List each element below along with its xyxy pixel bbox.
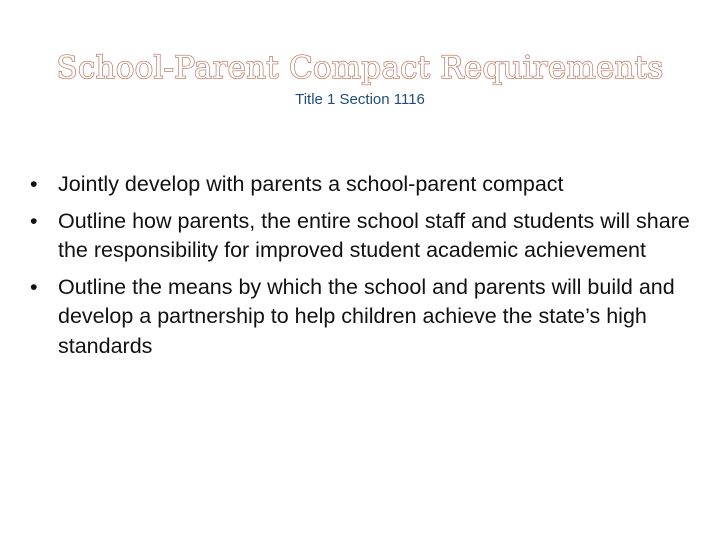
bullet-icon: •	[30, 274, 38, 299]
bullet-text: Outline the means by which the school and parents will build and develop a partnership to help children achieve the state’s high standards	[58, 274, 675, 358]
slide-title: School-Parent Compact Requirements	[56, 50, 664, 86]
slide-subtitle: Title 1 Section 1116	[295, 91, 425, 108]
bullet-list	[30, 170, 700, 368]
bullet-icon: •	[30, 172, 38, 196]
bullet-icon: •	[30, 208, 38, 233]
bullet-item	[30, 170, 700, 200]
bullet-text: Outline how parents, the entire school staff and students will share the responsibility for improved student academic achievement	[58, 208, 690, 262]
bullet-text: Jointly develop with parents a school-parent compact	[58, 172, 564, 196]
bullet-item	[30, 273, 700, 362]
bullet-item	[30, 207, 700, 266]
